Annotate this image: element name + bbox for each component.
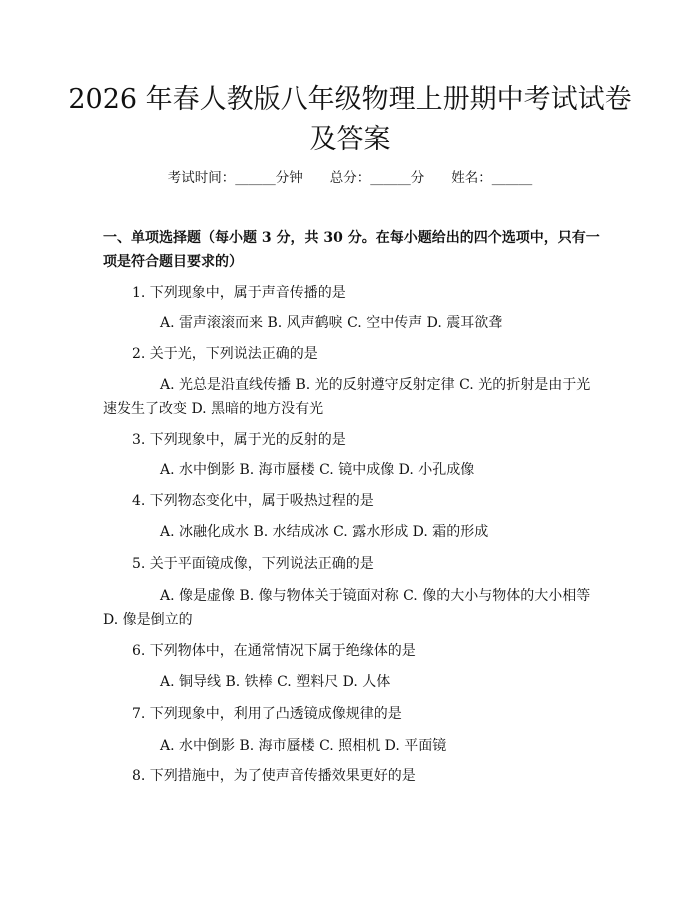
question-3-options: A. 水中倒影 B. 海市蜃楼 C. 镜中成像 D. 小孔成像 [160, 462, 475, 478]
question-1-options: A. 雷声滚滚而来 B. 风声鹤唳 C. 空中传声 D. 震耳欲聋 [160, 315, 503, 331]
question-1-stem: 1. 下列现象中，属于声音传播的是 [132, 285, 346, 301]
question-8-stem: 8. 下列措施中，为了使声音传播效果更好的是 [132, 768, 416, 784]
section-heading: 一、单项选择题（每小题 3 分，共 30 分。在每小题给出的四个选项中，只有一项是符合题目要求的） [103, 230, 600, 270]
question-5-options: A. 像是虚像 B. 像与物体关于镜面对称 C. 像的大小与物体的大小相等 D. 像是倒立的 [103, 588, 591, 628]
question-6-options: A. 铜导线 B. 铁棒 C. 塑料尺 D. 人体 [160, 674, 391, 690]
question-3-stem: 3. 下列现象中，属于光的反射的是 [132, 432, 346, 448]
question-5-stem: 5. 关于平面镜成像，下列说法正确的是 [132, 556, 374, 572]
question-4-stem: 4. 下列物态变化中，属于吸热过程的是 [132, 493, 374, 509]
question-7-options: A. 水中倒影 B. 海市蜃楼 C. 照相机 D. 平面镜 [160, 738, 447, 754]
exam-meta-line: 考试时间：______分钟 总分：______分 姓名：______ [167, 170, 533, 186]
question-2-stem: 2. 关于光，下列说法正确的是 [132, 346, 318, 362]
question-4-options: A. 冰融化成水 B. 水结成冰 C. 露水形成 D. 霜的形成 [160, 524, 489, 540]
exam-title: 2026 年春人教版八年级物理上册期中考试试卷及答案 [68, 84, 632, 155]
question-2-options: A. 光总是沿直线传播 B. 光的反射遵守反射定律 C. 光的折射是由于光速发生了改变 D. 黑暗的地方没有光 [103, 377, 591, 417]
question-6-stem: 6. 下列物体中，在通常情况下属于绝缘体的是 [132, 643, 416, 659]
question-7-stem: 7. 下列现象中，利用了凸透镜成像规律的是 [132, 706, 402, 722]
